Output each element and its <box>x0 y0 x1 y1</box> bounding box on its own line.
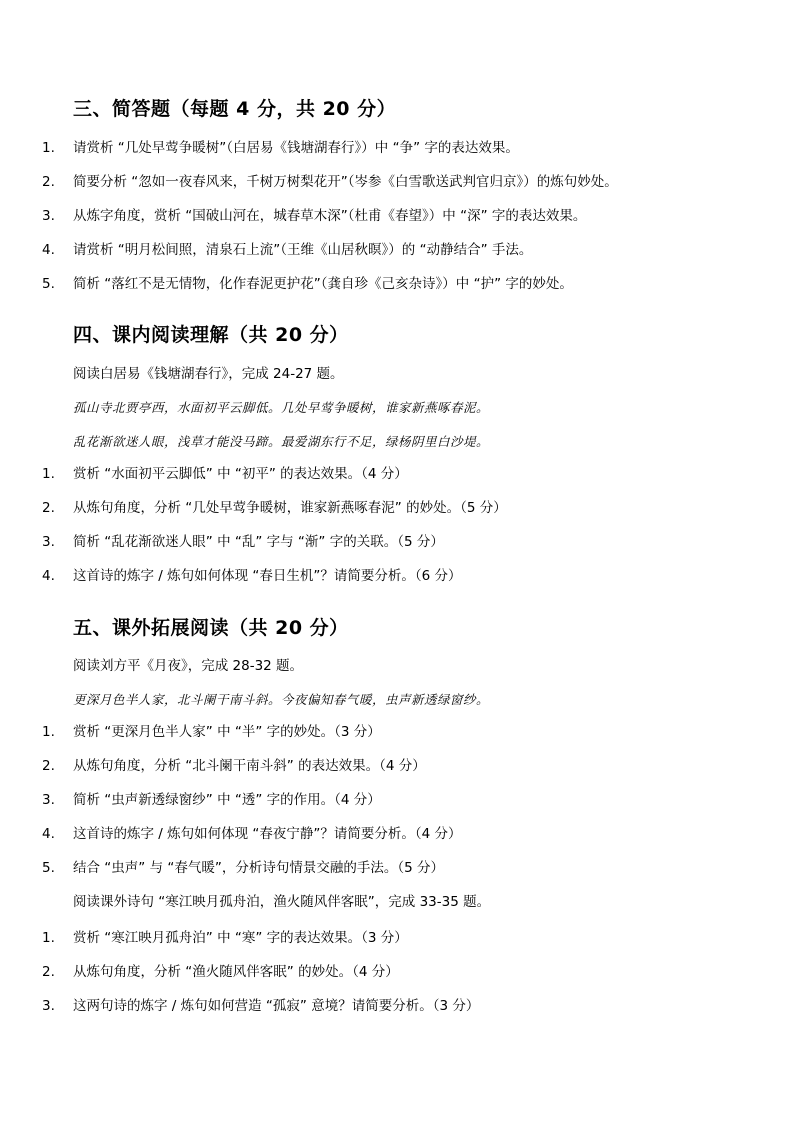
question-item <box>0 720 800 744</box>
question-item <box>0 960 800 984</box>
section-title-4: 四、课内阅读理解（共 20 分） <box>73 324 349 346</box>
question-number: 1. <box>42 724 55 740</box>
question-number: 2. <box>42 758 55 774</box>
poem-line: 乱花渐欲迷人眼，浅草才能没马蹄。最爱湖东行不足，绿杨阴里白沙堤。 <box>73 434 490 449</box>
question-item <box>0 926 800 950</box>
question-number: 5. <box>42 276 55 292</box>
question-number: 3. <box>42 998 55 1014</box>
question-number: 3. <box>42 208 55 224</box>
section-title-5: 五、课外拓展阅读（共 20 分） <box>73 617 349 639</box>
question-item <box>0 788 800 812</box>
question-number: 3. <box>42 792 55 808</box>
poem-line: 孤山寺北贾亭西，水面初平云脚低。几处早莺争暖树，谁家新燕啄春泥。 <box>73 400 490 415</box>
question-number: 3. <box>42 534 55 550</box>
question-text: 这两句诗的炼字 / 炼句如何营造 “孤寂” 意境？请简要分析。（3 分） <box>73 998 480 1014</box>
question-text: 从炼句角度，分析 “几处早莺争暖树，谁家新燕啄春泥” 的妙处。（5 分） <box>73 500 507 516</box>
question-item <box>0 204 800 228</box>
question-number: 1. <box>42 466 55 482</box>
poem-line: 更深月色半人家，北斗阑干南斗斜。今夜偏知春气暖，虫声新透绿窗纱。 <box>73 692 490 707</box>
question-item <box>0 170 800 194</box>
question-item <box>0 496 800 520</box>
question-number: 4. <box>42 826 55 842</box>
question-number: 2. <box>42 174 55 190</box>
question-item <box>0 238 800 262</box>
question-text: 这首诗的炼字 / 炼句如何体现 “春日生机”？请简要分析。（6 分） <box>73 568 462 584</box>
question-number: 4. <box>42 242 55 258</box>
question-text: 赏析 “水面初平云脚低” 中 “初平” 的表达效果。（4 分） <box>73 466 408 482</box>
question-text: 从炼句角度，分析 “北斗阑干南斗斜” 的表达效果。（4 分） <box>73 758 426 774</box>
question-item <box>0 462 800 486</box>
question-text: 请赏析 “明月松间照，清泉石上流”（王维《山居秋暝》）的 “动静结合” 手法。 <box>73 242 533 258</box>
question-text: 结合 “虫声” 与 “春气暖”，分析诗句情景交融的手法。（5 分） <box>73 860 444 876</box>
question-number: 2. <box>42 500 55 516</box>
question-text: 从炼句角度，分析 “渔火随风伴客眠” 的妙处。（4 分） <box>73 964 399 980</box>
reading-intro: 阅读刘方平《月夜》，完成 28-32 题。 <box>73 658 304 674</box>
question-text: 简析 “虫声新透绿窗纱” 中 “透” 字的作用。（4 分） <box>73 792 381 808</box>
question-number: 1. <box>42 140 55 156</box>
question-number: 1. <box>42 930 55 946</box>
question-number: 4. <box>42 568 55 584</box>
question-text: 简析 “落红不是无情物，化作春泥更护花”（龚自珍《己亥杂诗》）中 “护” 字的妙处。 <box>73 276 573 292</box>
question-text: 这首诗的炼字 / 炼句如何体现 “春夜宁静”？请简要分析。（4 分） <box>73 826 462 842</box>
reading-intro: 阅读课外诗句 “寒江映月孤舟泊，渔火随风伴客眠”，完成 33-35 题。 <box>73 894 491 910</box>
question-text: 简要分析 “忽如一夜春风来，千树万树梨花开”（岑参《白雪歌送武判官归京》）的炼句妙处。 <box>73 174 618 190</box>
question-item <box>0 822 800 846</box>
question-text: 简析 “乱花渐欲迷人眼” 中 “乱” 字与 “渐” 字的关联。（5 分） <box>73 534 444 550</box>
question-item <box>0 530 800 554</box>
question-text: 赏析 “更深月色半人家” 中 “半” 字的妙处。（3 分） <box>73 724 381 740</box>
question-item <box>0 856 800 880</box>
question-text: 从炼字角度，赏析 “国破山河在，城春草木深”（杜甫《春望》）中 “深” 字的表达效果。 <box>73 208 587 224</box>
question-text: 请赏析 “几处早莺争暖树”（白居易《钱塘湖春行》）中 “争” 字的表达效果。 <box>73 140 519 156</box>
question-item <box>0 272 800 296</box>
reading-intro: 阅读白居易《钱塘湖春行》，完成 24-27 题。 <box>73 366 344 382</box>
question-item <box>0 994 800 1018</box>
question-number: 5. <box>42 860 55 876</box>
section-title-3: 三、简答题（每题 4 分，共 20 分） <box>73 98 397 120</box>
question-number: 2. <box>42 964 55 980</box>
question-text: 赏析 “寒江映月孤舟泊” 中 “寒” 字的表达效果。（3 分） <box>73 930 408 946</box>
question-item <box>0 754 800 778</box>
question-item <box>0 564 800 588</box>
question-item <box>0 136 800 160</box>
